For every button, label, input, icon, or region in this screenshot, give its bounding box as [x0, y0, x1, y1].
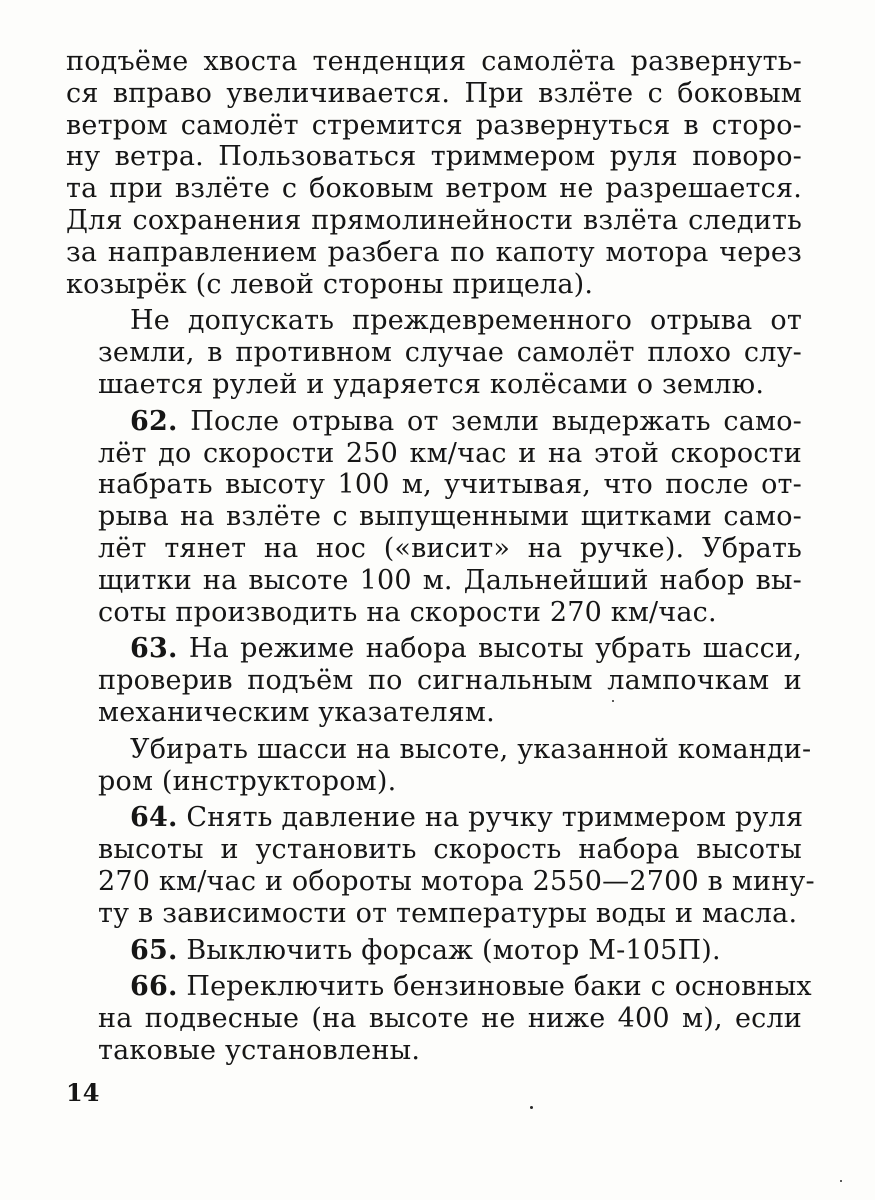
- text-line: [66, 533, 802, 565]
- line-text: шается рулей и ударяется колёсами о землю.: [98, 368, 765, 400]
- text-line: [66, 733, 812, 766]
- line-text: подъёме хвоста тенденция самолёта развернуть-: [66, 46, 802, 77]
- paragraph-p-64: [66, 802, 815, 929]
- line-text: Переключить бензиновые баки с основных: [177, 971, 812, 1003]
- print-speck: [612, 700, 614, 702]
- line-text: таковые установлены.: [98, 1034, 421, 1066]
- line-text: на подвесные (на высоте не ниже 400 м), если: [98, 1003, 802, 1035]
- paragraph-p-65: [66, 935, 802, 967]
- line-text: проверив подъём по сигнальным лампочкам и: [98, 665, 802, 697]
- text-line: [66, 597, 802, 629]
- line-text: щитки на высоте 100 м. Дальнейший набор вы-: [98, 564, 802, 596]
- text-line: [66, 237, 802, 269]
- line-text: лёт до скорости 250 км/час и на этой скорости: [98, 437, 802, 469]
- print-speck: [530, 1106, 533, 1109]
- item-number: 66.: [130, 971, 178, 1003]
- text-line: [66, 501, 802, 533]
- item-number: 65.: [130, 934, 178, 966]
- text-line: [66, 834, 802, 866]
- text-line: [66, 1003, 802, 1035]
- line-text: набрать высоту 100 м, учитывая, что после от-: [98, 469, 802, 501]
- text-line: [66, 697, 802, 729]
- print-speck: [840, 1180, 842, 1182]
- text-line: [66, 971, 812, 1003]
- line-text: ром (инструктором).: [98, 765, 397, 797]
- text-line: [66, 406, 802, 438]
- line-text: та при взлёте с боковым ветром не разрешается.: [66, 173, 802, 205]
- text-line: [66, 305, 802, 337]
- line-text: земли, в противном случае самолёт плохо слу-: [98, 337, 802, 369]
- text-line: [66, 865, 815, 898]
- text-line: [66, 898, 802, 930]
- body-text: [66, 46, 815, 1072]
- text-line: [66, 173, 802, 205]
- line-text: ту в зависимости от температуры воды и масла.: [98, 897, 798, 929]
- line-text: соты производить на скорости 270 км/час.: [98, 596, 717, 628]
- line-text: механическим указателям.: [98, 696, 495, 728]
- line-text: Убирать шасси на высоте, указанной команди-: [130, 733, 812, 765]
- paragraph-p-63b: [66, 733, 812, 798]
- item-number: 64.: [130, 802, 178, 834]
- line-text: На режиме набора высоты убрать шасси,: [177, 633, 802, 665]
- paragraph-p-63: [66, 633, 802, 728]
- text-line: [66, 337, 802, 369]
- line-text: ся вправо увеличивается. При взлёте с боковым: [66, 77, 802, 109]
- text-line: [66, 205, 802, 237]
- text-line: [66, 766, 802, 798]
- paragraph-p-66: [66, 971, 812, 1066]
- text-line: [66, 369, 802, 401]
- line-text: ну ветра. Пользоваться триммером руля поворо-: [66, 141, 802, 173]
- text-line: [66, 46, 802, 78]
- page-number: 14: [66, 1078, 100, 1107]
- item-number: 63.: [130, 633, 178, 665]
- line-text: 270 км/час и обороты мотора 2550—2700 в мину-: [98, 865, 815, 897]
- text-line: [66, 1035, 802, 1067]
- paragraph-p-continued-1: [66, 46, 802, 300]
- line-text: Выключить форсаж (мотор М-105П).: [177, 934, 721, 966]
- text-line: [66, 665, 802, 697]
- line-text: Для сохранения прямолинейности взлёта следить: [66, 204, 802, 236]
- text-line: [66, 78, 802, 110]
- text-line: [66, 141, 802, 173]
- line-text: Снять давление на ручку триммером руля: [177, 802, 804, 834]
- text-line: [66, 438, 802, 470]
- item-number: 62.: [130, 405, 178, 437]
- text-line: [66, 110, 802, 142]
- text-line: [66, 469, 802, 501]
- text-line: [66, 269, 802, 301]
- line-text: козырёк (с левой стороны прицела).: [66, 268, 594, 300]
- text-line: [66, 565, 802, 597]
- paragraph-p-62: [66, 406, 802, 629]
- line-text: ветром самолёт стремится развернуться в сторо-: [66, 109, 802, 141]
- line-text: рыва на взлёте с выпущенными щитками само-: [98, 501, 802, 533]
- paragraph-p-continued-2: [66, 305, 802, 400]
- line-text: После отрыва от земли выдержать само-: [177, 405, 802, 437]
- line-text: Не допускать преждевременного отрыва от: [130, 305, 802, 337]
- line-text: высоты и установить скорость набора высоты: [98, 834, 802, 866]
- text-line: [66, 802, 802, 834]
- text-line: [66, 633, 802, 665]
- text-line: [66, 935, 802, 967]
- line-text: за направлением разбега по капоту мотора через: [66, 236, 802, 268]
- line-text: лёт тянет на нос («висит» на ручке). Убрать: [98, 532, 802, 564]
